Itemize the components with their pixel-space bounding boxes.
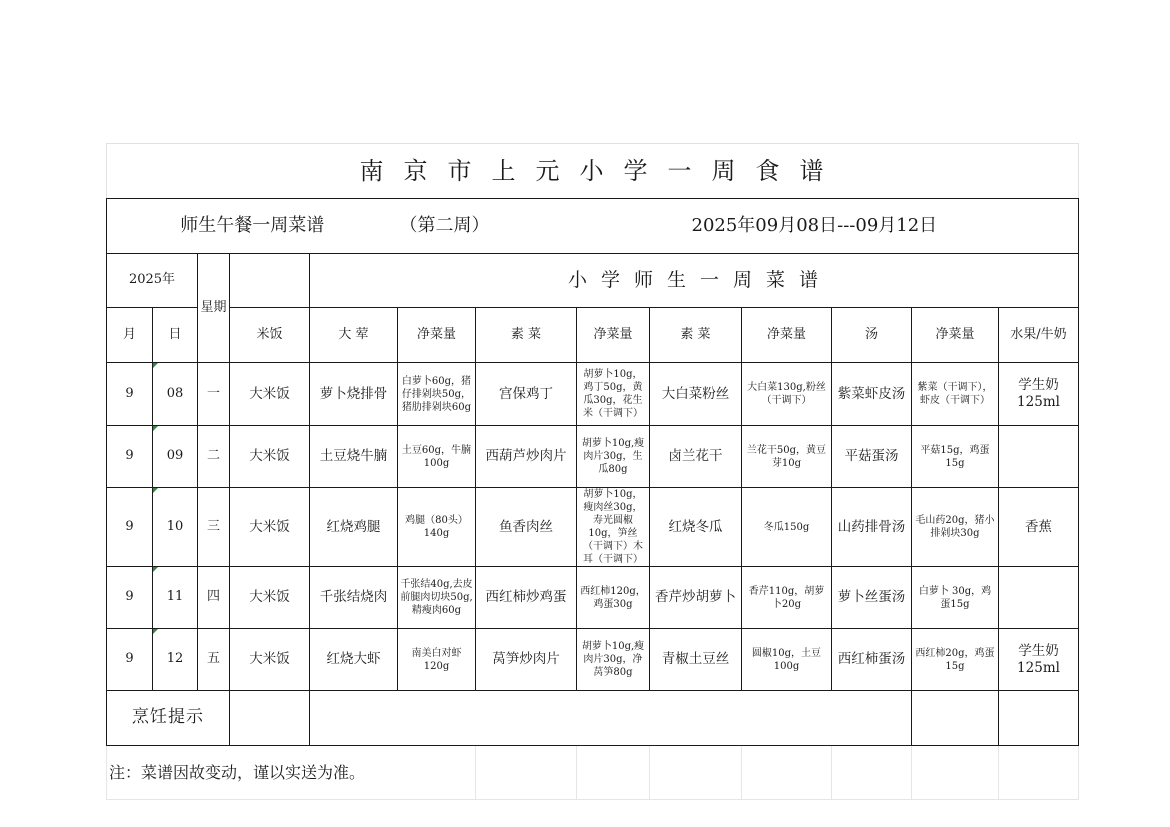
row-month: 9 <box>107 488 153 567</box>
row-soup-qty: 西红柿20g，鸡蛋15g <box>912 629 999 691</box>
row-veg1-qty: 胡萝卜10g， 瘦肉丝30g，寿光圆椒10g，笋丝（干调下）木耳（干调下） <box>577 488 650 567</box>
note-blank <box>912 746 999 800</box>
col-header-veg1: 素 菜 <box>476 308 577 363</box>
weekday-header: 星期 <box>198 254 230 363</box>
row-month: 9 <box>107 567 153 629</box>
note-blank <box>476 746 577 800</box>
row-veg2: 卤兰花干 <box>650 426 742 488</box>
note-blank <box>650 746 742 800</box>
row-veg1-qty: 胡萝卜10g，鸡丁50g，黄瓜30g，花生米（干调下） <box>577 363 650 426</box>
row-extra: 学生奶 125ml <box>999 629 1079 691</box>
row-extra: 学生奶125ml <box>999 363 1079 426</box>
row-weekday: 三 <box>198 488 230 567</box>
row-veg2: 青椒土豆丝 <box>650 629 742 691</box>
table-row <box>107 363 1079 426</box>
cooking-tip-blank <box>999 691 1079 746</box>
row-soup-qty: 毛山药20g，猪小排剁块30g <box>912 488 999 567</box>
cooking-tip-blank <box>230 691 310 746</box>
menu-table <box>106 143 1079 800</box>
col-header-soup: 汤 <box>832 308 912 363</box>
col-header-veg1-qty: 净菜量 <box>577 308 650 363</box>
row-soup-qty: 白萝卜 30g，鸡蛋15g <box>912 567 999 629</box>
note-blank <box>832 746 912 800</box>
row-meat-qty: 鸡腿（80头）140g <box>398 488 476 567</box>
row-day: 12 <box>153 629 198 691</box>
row-soup-qty: 平菇15g，鸡蛋15g <box>912 426 999 488</box>
row-meat-qty: 南美白对虾120g <box>398 629 476 691</box>
row-veg1: 鱼香肉丝 <box>476 488 577 567</box>
note-blank <box>999 746 1079 800</box>
col-header-veg2-qty: 净菜量 <box>742 308 832 363</box>
row-veg2-qty: 兰花干50g，黄豆芽10g <box>742 426 832 488</box>
row-soup: 紫菜虾皮汤 <box>832 363 912 426</box>
row-meat: 红烧鸡腿 <box>310 488 398 567</box>
col-header-rice: 米饭 <box>230 308 310 363</box>
row-month: 9 <box>107 363 153 426</box>
col-header-meat-qty: 净菜量 <box>398 308 476 363</box>
menu-sheet <box>106 143 1078 799</box>
cooking-tip-label: 烹饪提示 <box>107 691 230 746</box>
row-weekday: 四 <box>198 567 230 629</box>
row-soup: 萝卜丝蛋汤 <box>832 567 912 629</box>
table-row <box>107 426 1079 488</box>
row-weekday: 一 <box>198 363 230 426</box>
row-meat: 红烧大虾 <box>310 629 398 691</box>
row-veg2-qty: 圆椒10g，土豆100g <box>742 629 832 691</box>
row-veg2-qty: 香芹110g，胡萝卜20g <box>742 567 832 629</box>
cooking-tip-content <box>310 691 912 746</box>
row-soup-qty: 紫菜（干调下），虾皮（干调下） <box>912 363 999 426</box>
row-meat-qty: 土豆60g，牛腩100g <box>398 426 476 488</box>
col-header-soup-qty: 净菜量 <box>912 308 999 363</box>
row-rice: 大米饭 <box>230 488 310 567</box>
row-veg2: 大白菜粉丝 <box>650 363 742 426</box>
row-veg1: 莴笋炒肉片 <box>476 629 577 691</box>
row-weekday: 二 <box>198 426 230 488</box>
row-veg1-qty: 胡萝卜10g,瘦肉片30g，生瓜80g <box>577 426 650 488</box>
row-weekday: 五 <box>198 629 230 691</box>
row-meat: 土豆烧牛腩 <box>310 426 398 488</box>
row-veg1: 西葫芦炒肉片 <box>476 426 577 488</box>
row-soup: 平菇蛋汤 <box>832 426 912 488</box>
table-row <box>107 488 1079 567</box>
col-header-month: 月 <box>107 308 153 363</box>
footnote: 注：菜谱因故变动，谨以实送为准。 <box>107 746 476 800</box>
table-row <box>107 629 1079 691</box>
row-extra: 香蕉 <box>999 488 1079 567</box>
note-blank <box>577 746 650 800</box>
col-header-veg2: 素 菜 <box>650 308 742 363</box>
row-veg2-qty: 冬瓜150g <box>742 488 832 567</box>
col-header-meat: 大 荤 <box>310 308 398 363</box>
row-rice: 大米饭 <box>230 363 310 426</box>
col-header-day: 日 <box>153 308 198 363</box>
row-veg1: 西红柿炒鸡蛋 <box>476 567 577 629</box>
note-blank <box>742 746 832 800</box>
row-soup: 山药排骨汤 <box>832 488 912 567</box>
row-extra <box>999 426 1079 488</box>
date-range: 2025年09月08日---09月12日 <box>650 199 1079 254</box>
row-veg2-qty: 大白菜130g,粉丝（干调下） <box>742 363 832 426</box>
row-extra <box>999 567 1079 629</box>
row-rice: 大米饭 <box>230 426 310 488</box>
table-row <box>107 567 1079 629</box>
row-day: 09 <box>153 426 198 488</box>
menu-label: 师生午餐一周菜谱 <box>107 199 398 254</box>
row-veg1: 宫保鸡丁 <box>476 363 577 426</box>
row-meat: 千张结烧肉 <box>310 567 398 629</box>
row-meat: 萝卜烧排骨 <box>310 363 398 426</box>
table-subtitle: 小学师生一周菜谱 <box>310 254 1079 308</box>
row-day: 10 <box>153 488 198 567</box>
row-meat-qty: 千张结40g,去皮前腿肉切块50g,精瘦肉60g <box>398 567 476 629</box>
row-veg2: 香芹炒胡萝卜 <box>650 567 742 629</box>
week-label: （第二周） <box>398 199 650 254</box>
year-cell: 2025年 <box>107 254 198 308</box>
row-veg1-qty: 胡萝卜10g,瘦肉片30g，净莴笋80g <box>577 629 650 691</box>
row-month: 9 <box>107 426 153 488</box>
page-title: 南京市上元小学一周食谱 <box>107 144 1079 199</box>
row-day: 08 <box>153 363 198 426</box>
row-rice: 大米饭 <box>230 567 310 629</box>
row-day: 11 <box>153 567 198 629</box>
row-rice: 大米饭 <box>230 629 310 691</box>
col-header-extra: 水果/牛奶 <box>999 308 1079 363</box>
row-veg1-qty: 西红柿120g，鸡蛋30g <box>577 567 650 629</box>
blank-header-cell <box>230 254 310 308</box>
row-month: 9 <box>107 629 153 691</box>
row-meat-qty: 白萝卜60g，猪仔排剁块50g，猪肋排剁块60g <box>398 363 476 426</box>
cooking-tip-blank <box>912 691 999 746</box>
row-soup: 西红柿蛋汤 <box>832 629 912 691</box>
row-veg2: 红烧冬瓜 <box>650 488 742 567</box>
